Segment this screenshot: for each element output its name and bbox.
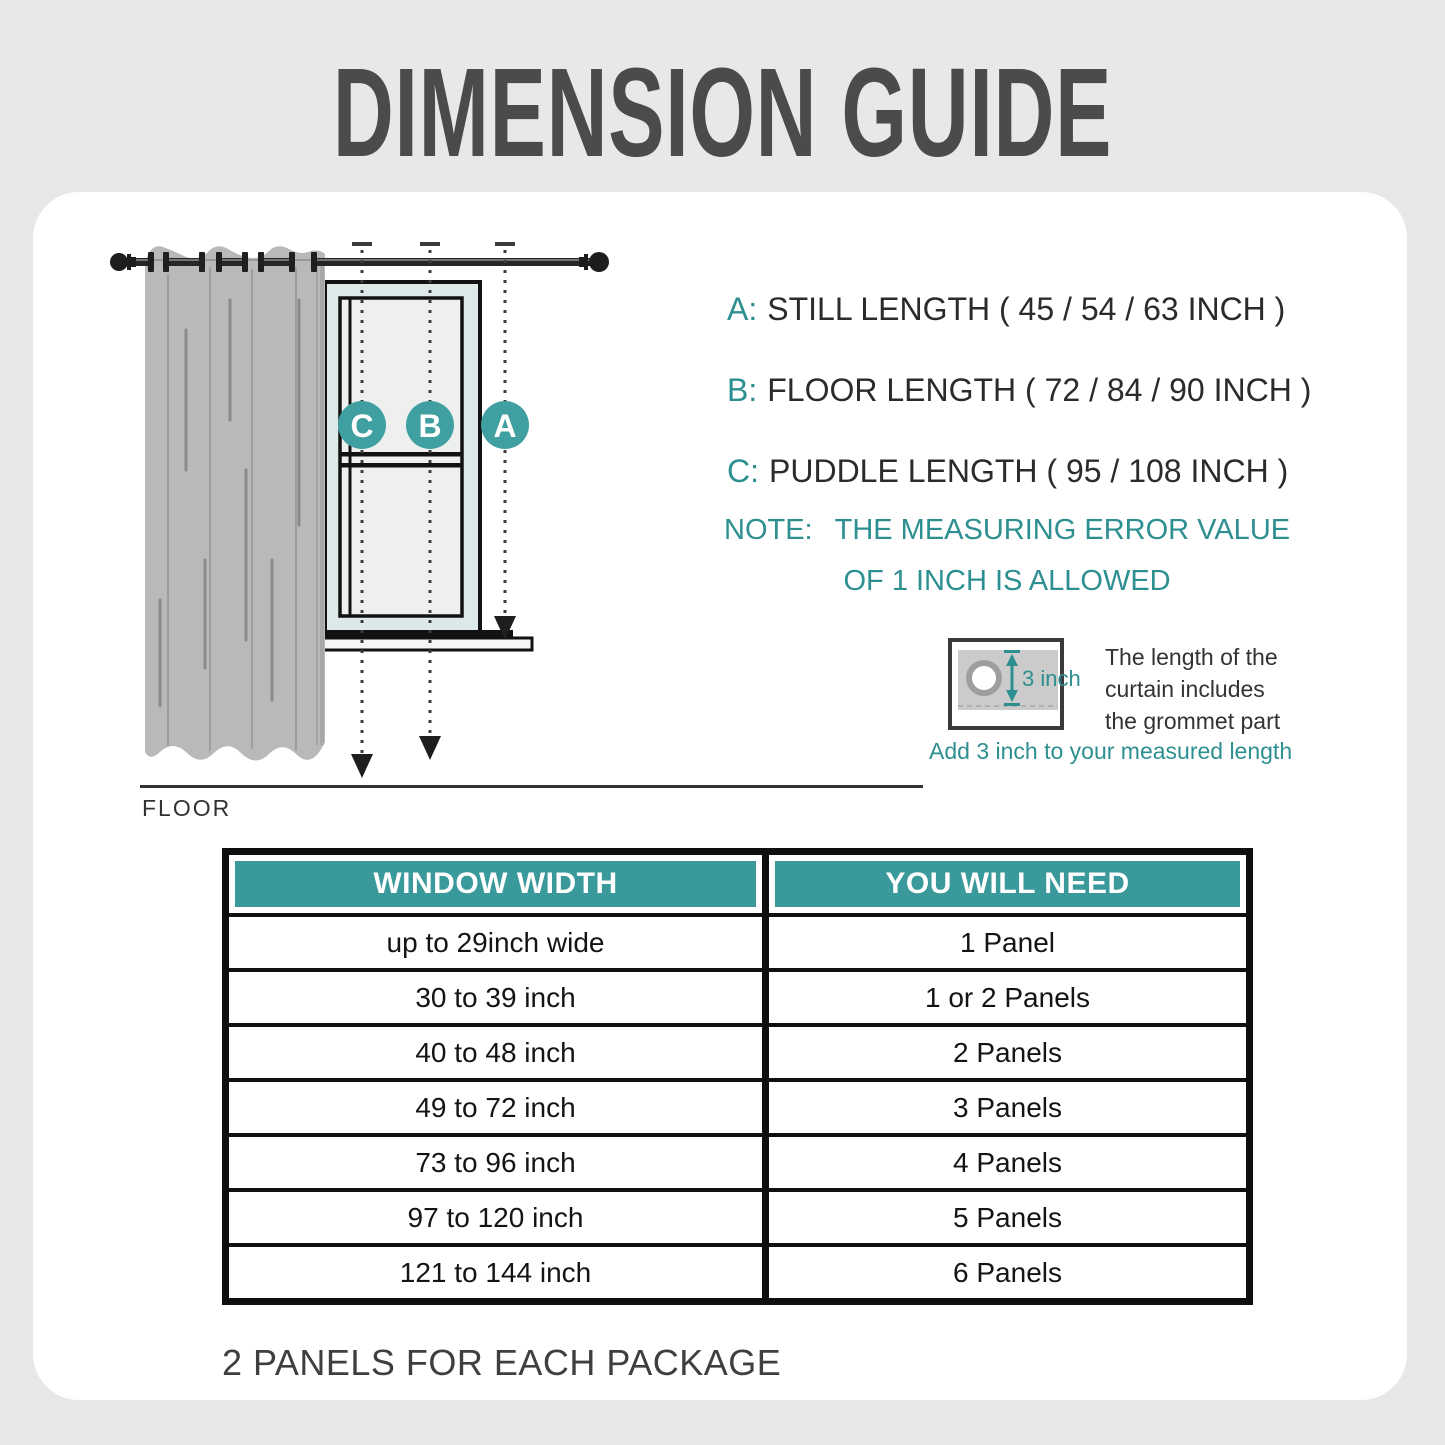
grommet-tip: Add 3 inch to your measured length: [929, 738, 1293, 764]
table-cell: 30 to 39 inch: [226, 970, 766, 1025]
measuring-note: [724, 514, 1290, 598]
table-cell: 40 to 48 inch: [226, 1025, 766, 1080]
window-illustration: [313, 282, 532, 650]
marker-a-label: A: [493, 408, 517, 444]
note-label: NOTE:: [724, 514, 813, 546]
table-cell: 6 Panels: [766, 1245, 1250, 1302]
arrow-c: [351, 754, 373, 778]
table-row: [226, 1135, 1250, 1190]
length-row-b: [727, 372, 1311, 409]
length-letter-c: C:: [727, 453, 759, 489]
table-cell: 1 Panel: [766, 915, 1250, 970]
length-text-b: FLOOR LENGTH ( 72 / 84 / 90 INCH ): [767, 372, 1312, 408]
floor-line: [140, 785, 923, 788]
length-definitions: [727, 291, 1311, 534]
curtain-illustration: [145, 246, 325, 760]
rod-finial-left: [110, 253, 136, 271]
table-cell: 2 Panels: [766, 1025, 1250, 1080]
length-row-c: [727, 453, 1311, 490]
table-row: [226, 1190, 1250, 1245]
table-cell: 73 to 96 inch: [226, 1135, 766, 1190]
table-cell: 1 or 2 Panels: [766, 970, 1250, 1025]
grommet-measure-label: 3 inch: [1022, 666, 1081, 691]
table-row: [226, 1080, 1250, 1135]
table-row: [226, 915, 1250, 970]
table-cell: 97 to 120 inch: [226, 1190, 766, 1245]
table-row: [226, 970, 1250, 1025]
grommet-description: [1105, 641, 1280, 737]
grommet-description-line: curtain includes: [1105, 676, 1265, 702]
length-text-a: STILL LENGTH ( 45 / 54 / 63 INCH ): [767, 291, 1286, 327]
arrow-b: [419, 736, 441, 760]
marker-circles: [338, 401, 529, 449]
note-line1: [724, 514, 1290, 547]
grommet-description-line: The length of the: [1105, 644, 1278, 670]
note-text: THE MEASURING ERROR VALUE: [834, 514, 1291, 546]
note-line2: OF 1 INCH IS ALLOWED: [843, 565, 1171, 597]
length-text-c: PUDDLE LENGTH ( 95 / 108 INCH ): [769, 453, 1289, 489]
marker-b-label: B: [418, 408, 442, 444]
page-title: DIMENSION GUIDE: [332, 42, 1113, 183]
marker-c-label: C: [350, 408, 374, 444]
table-row: [226, 1025, 1250, 1080]
table-header-row: [226, 852, 1250, 916]
table-cell: up to 29inch wide: [226, 915, 766, 970]
table-header-window-width: WINDOW WIDTH: [226, 852, 766, 916]
length-letter-b: B:: [727, 372, 758, 408]
rod-finial-right: [579, 252, 609, 272]
panel-size-table: [222, 848, 1253, 1305]
grommet-ring: [969, 663, 999, 693]
table-cell: 4 Panels: [766, 1135, 1250, 1190]
length-letter-a: A:: [727, 291, 758, 327]
table-cell: 3 Panels: [766, 1080, 1250, 1135]
length-row-a: [727, 291, 1311, 328]
window-sill-shelf: [313, 638, 532, 650]
grommet-description-line: the grommet part: [1105, 708, 1281, 734]
package-note: 2 PANELS FOR EACH PACKAGE: [222, 1342, 782, 1383]
table-cell: 121 to 144 inch: [226, 1245, 766, 1302]
table-cell: 49 to 72 inch: [226, 1080, 766, 1135]
floor-label: FLOOR: [142, 795, 232, 821]
table-cell: 5 Panels: [766, 1190, 1250, 1245]
table-header-you-will-need: YOU WILL NEED: [766, 852, 1250, 916]
grommet-diagram: [940, 630, 1090, 742]
table-row: [226, 1245, 1250, 1302]
